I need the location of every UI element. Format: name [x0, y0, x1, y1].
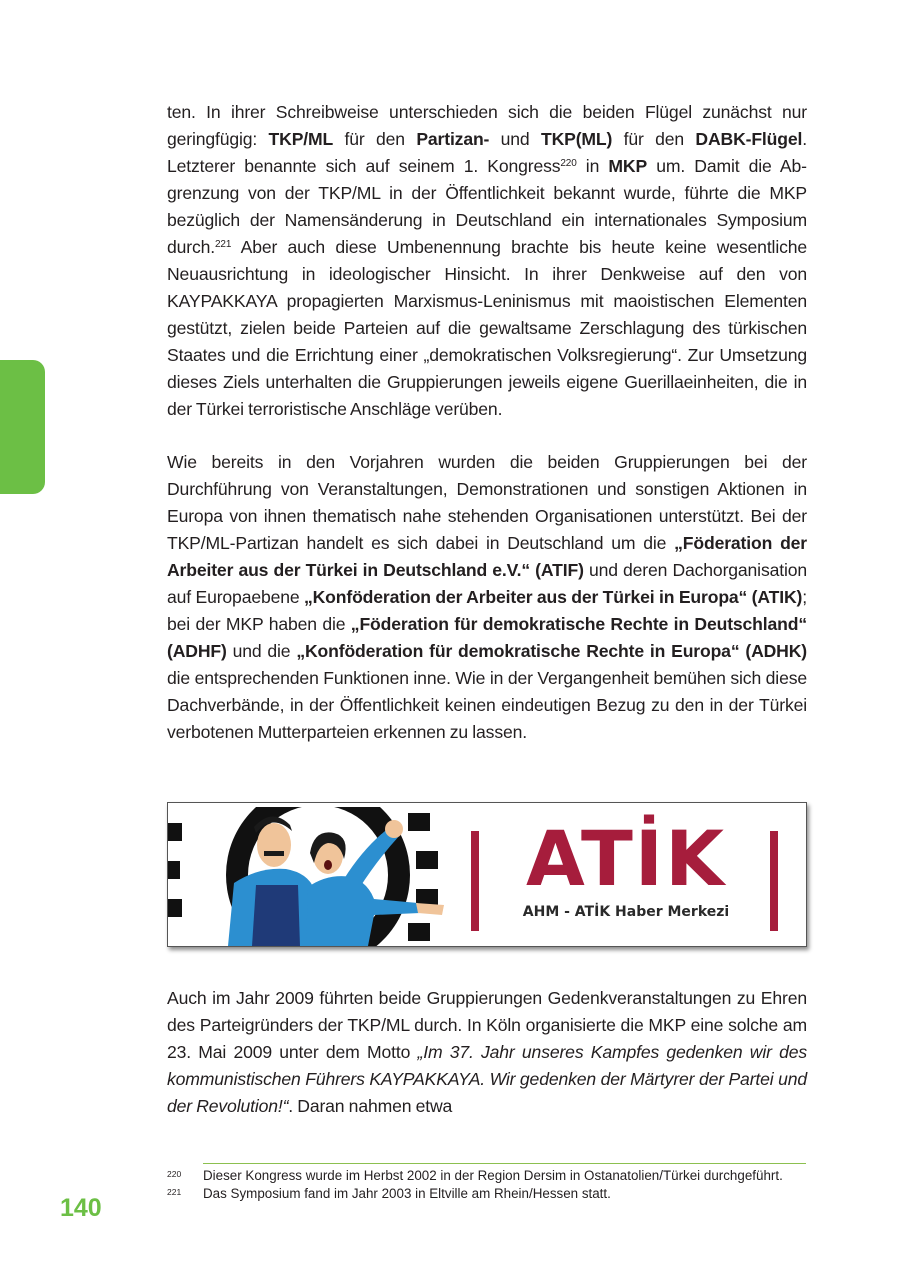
footnote-220 — [167, 1167, 807, 1185]
paragraph-text: Auch im Jahr 2009 führten beide Gruppierungen Gedenkveranstaltungen zu Ehren des Parteigründers der TKP/ML durch. In Köln organisierte die MKP eine solche am 23. Mai 2009 unter dem Motto „Im 37. Jahr unseres Kampfes gedenken wir des kommunistischen Führers KAYPAKKAYA. Wir gedenken der Märtyrer der Partei und der Revolution!“. Daran nahmen etwa — [167, 988, 807, 1116]
logo-bar-left — [471, 831, 479, 931]
logo-bar-right — [770, 831, 778, 931]
footnote-divider — [203, 1163, 806, 1164]
page-number: 140 — [60, 1194, 102, 1222]
paragraph-1 — [167, 99, 807, 423]
footnote-221 — [167, 1185, 807, 1203]
atik-logo-figure — [167, 802, 807, 947]
paragraph-text: ten. In ihrer Schreibweise unterschieden sich die beiden Flügel zunächst nur geringfügig: TKP/ML für den Partizan- und TKP(ML) für den DABK-Flügel. Letzterer benannte sich auf seinem 1. Kongress$^{220}$ in MKP um. Damit die Abgrenzung von der TKP/ML in der Öffentlichkeit bekannt wurde, führte die MKP bezüglich der Namensänderung in Deutschland ein internationales Symposium durch.$^{221}$ Aber auch diese Umbenennung brachte bis heute keine wesentliche Neuausrichtung in ideologischer Hinsicht. In ihrer Denkweise auf den von KAYPAKKAYA propagierten Marxismus-Leninismus mit maoistischen Elementen gestützt, zielen beide Parteien auf die gewaltsame Zerschlagung des türkischen Staates und die Errichtung einer „demokratischen Volksregierung“. Zur Umsetzung dieses Ziels unterhalten die Gruppierungen jeweils eigene Guerillaeinheiten, die in der Türkei terroristische Anschläge verüben. — [167, 102, 807, 419]
two-workers-with-gear-illustration — [168, 803, 468, 946]
paragraph-text: Wie bereits in den Vorjahren wurden die beiden Gruppierungen bei der Durchführung von Veranstaltungen, Demonstrationen und sonstigen Aktionen in Europa von ihnen thematisch nahe stehenden Organisationen unterstützt. Bei der TKP/ML-Partizan handelt es sich dabei in Deutschland um die „Föderation der Arbeiter aus der Türkei in Deutschland e.V.“ (ATIF) und deren Dachorganisation auf Europaebene „Konföderation der Arbeiter aus der Türkei in Europa“ (ATIK); bei der MKP haben die „Föderation für demokratische Rechte in Deutschland“ (ADHF) und die „Konföderation für demokratische Rechte in Europa“ (ADHK) die entsprechenden Funktionen inne. Wie in der Vergangenheit bemühen sich diese Dachverbände, in der Öffentlichkeit keinen eindeutigen Bezug zu den in der Türkei verbotenen Mutterparteien erkennen zu lassen. — [167, 452, 808, 742]
footnote-text: Dieser Kongress wurde im Herbst 2002 in der Region Dersim in Ostanatolien/Türkei durchgeführt. — [203, 1168, 783, 1183]
logo-title: ATİK — [526, 814, 726, 903]
chapter-side-tab — [0, 360, 45, 494]
footnote-text: Das Symposium fand im Jahr 2003 in Eltville am Rhein/Hessen statt. — [203, 1186, 611, 1201]
footnote-reference: 220 — [560, 158, 577, 169]
logo-subtitle: AHM - ATİK Haber Merkezi — [522, 904, 730, 920]
paragraph-3 — [167, 985, 807, 1120]
paragraph-2 — [167, 449, 807, 746]
footnote-number: 220 — [167, 1169, 182, 1179]
footnote-number: 221 — [167, 1187, 182, 1197]
footnote-reference: 221 — [215, 239, 232, 250]
footnotes — [167, 1167, 807, 1203]
